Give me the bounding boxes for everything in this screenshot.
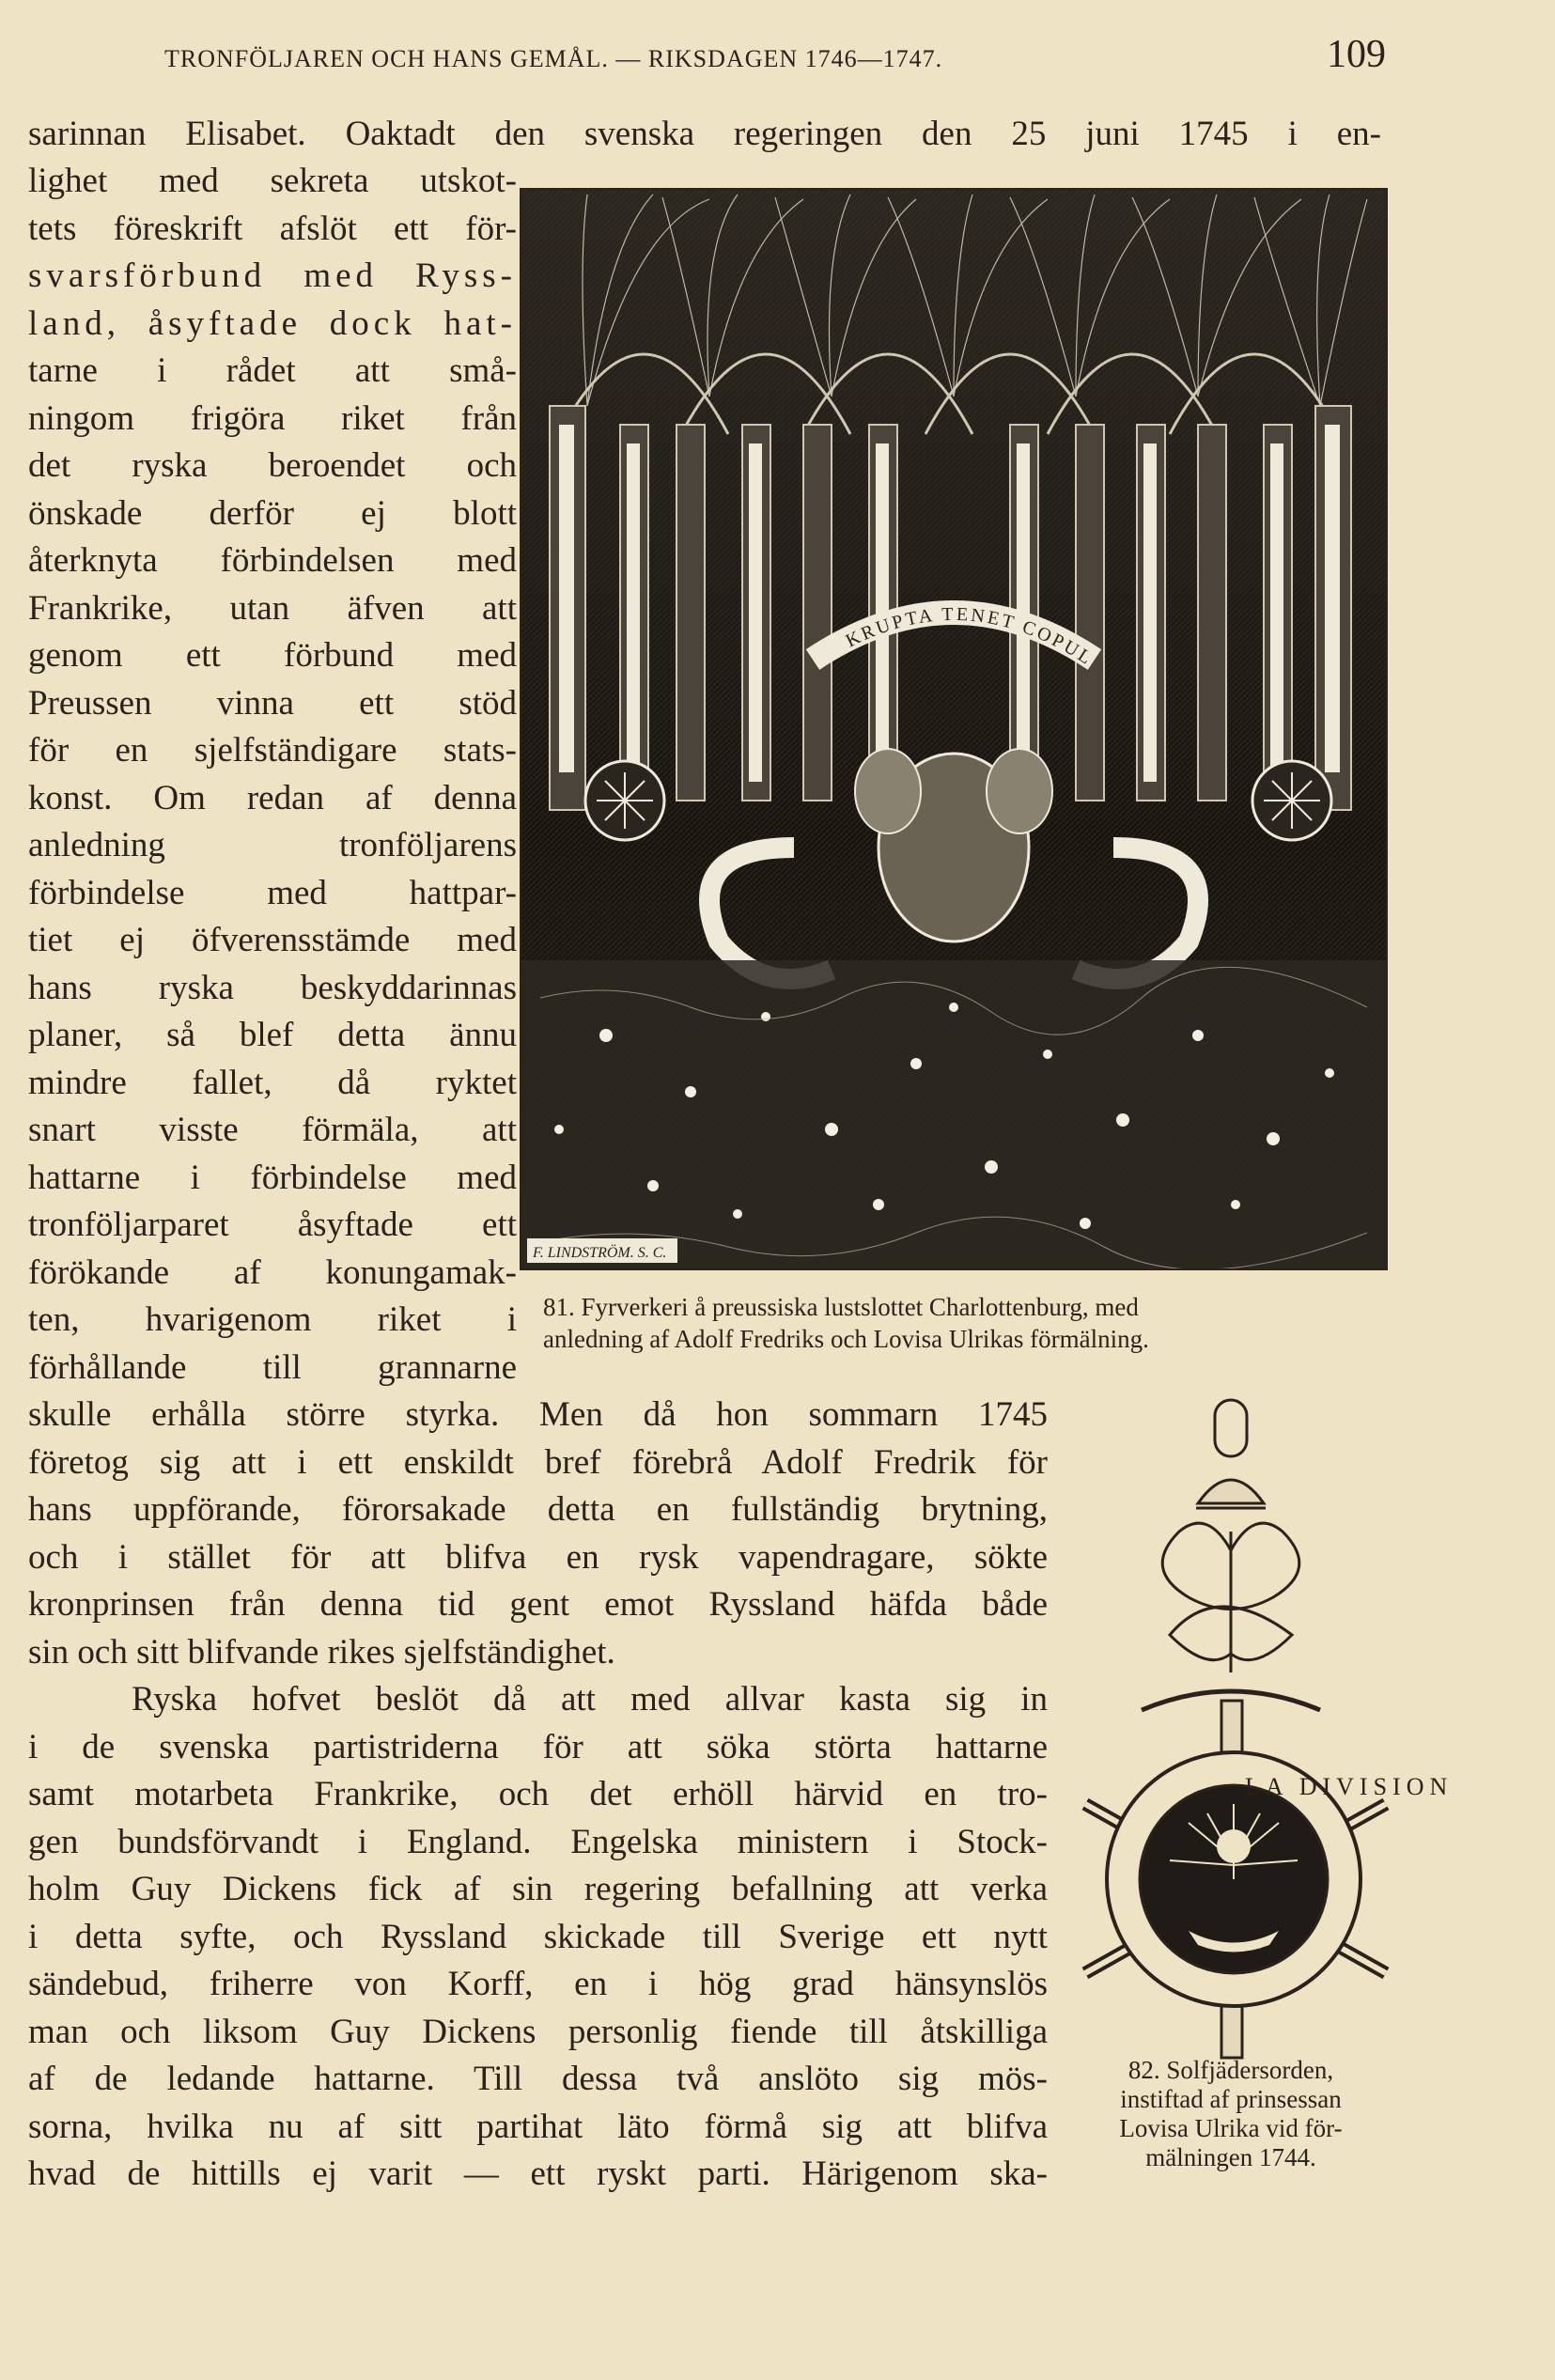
banner-motto: KRUPTA TENET COPUL: [842, 603, 1097, 671]
text-line: svarsförbund med Ryss-: [28, 257, 517, 295]
text-line: skulle erhålla större styrka. Men då hon sommarn 1745: [28, 1395, 1048, 1434]
text-line: återknyta förbindelsen med: [28, 541, 517, 580]
caption-line: instiftad af prinsessan: [1120, 2085, 1342, 2113]
text-line: planer, så blef detta ännu: [28, 1016, 517, 1054]
figure-82-caption: [1071, 2056, 1391, 2172]
text-line: sändebud, friherre von Korff, en i hög grad hänsynslös: [28, 1965, 1048, 2003]
text-line: hvad de hittills ej varit — ett ryskt parti. Härigenom ska-: [28, 2154, 1048, 2193]
text-line: sarinnan Elisabet. Oaktadt den svenska regeringen den 25 juni 1745 i en-: [28, 115, 1381, 153]
text-line: förbindelse med hattpar-: [28, 873, 517, 912]
text-line: kronprinsen från denna tid gent emot Ryssland häfda både: [28, 1585, 1048, 1624]
text-line: genom ett förbund med: [28, 636, 517, 675]
text-line: önskade derför ej blott: [28, 493, 517, 533]
text-line: tets föreskrift afslöt ett för-: [28, 209, 517, 248]
caption-line: 81. Fyrverkeri å preussiska lustslottet Charlottenburg, med: [543, 1293, 1139, 1321]
text-line: hattarne i förbindelse med: [28, 1158, 517, 1197]
caption-line: anledning af Adolf Fredriks och Lovisa Ulrikas förmälning.: [543, 1325, 1149, 1353]
text-line: hans uppförande, förorsakade detta en fullständig brytning,: [28, 1490, 1048, 1529]
text-line: det ryska beroendet och: [28, 446, 517, 485]
text-line: sin och sitt blifvande rikes sjelfständighet.: [28, 1632, 615, 1672]
body-text-top: [28, 111, 1391, 159]
text-line: mindre fallet, då ryktet: [28, 1063, 517, 1102]
text-line: förhållande till grannarne: [28, 1347, 517, 1387]
fireworks-illustration: [520, 188, 1388, 1270]
text-line: och i stället för att blifva en rysk vapendragare, sökte: [28, 1537, 1048, 1577]
text-line: Ryska hofvet beslöt då att med allvar kasta sig in: [132, 1680, 1048, 1719]
text-line: sorna, hvilka nu af sitt partihat läto förmå sig att blifva: [28, 2107, 1048, 2146]
text-line: snart visste förmäla, att: [28, 1111, 517, 1149]
running-title: TRONFÖLJAREN OCH HANS GEMÅL. — RIKSDAGEN 1746—1747.: [164, 45, 943, 72]
text-line: i de svenska partistriderna för att söka störta hattarne: [28, 1727, 1048, 1766]
text-line: af de ledande hattarne. Till dessa två anslöto sig mös-: [28, 2060, 1048, 2098]
text-line: i detta syfte, och Ryssland skickade till Sverige ett nytt: [28, 1917, 1048, 1956]
text-line: Preussen vinna ett stöd: [28, 683, 517, 723]
text-line: konst. Om redan af denna: [28, 778, 517, 817]
text-line: tiet ej öfverensstämde med: [28, 921, 517, 959]
text-line: ten, hvarigenom riket i: [28, 1300, 517, 1339]
text-line: lighet med sekreta utskot-: [28, 162, 517, 200]
text-line: tronföljarparet åsyftade ett: [28, 1206, 517, 1244]
figure-81-caption: [543, 1291, 1370, 1355]
text-line: anledning tronföljarens: [28, 826, 517, 864]
caption-line: 82. Solfjädersorden,: [1127, 2056, 1334, 2084]
engraver-signature: F. LINDSTRÖM. S. C.: [533, 1245, 667, 1261]
page-header: [0, 19, 1555, 94]
page-number: 109: [1327, 33, 1386, 76]
text-line: förökande af konungamak-: [28, 1252, 517, 1292]
text-line: företog sig att i ett enskildt bref förebrå Adolf Fredrik för: [28, 1442, 1048, 1482]
order-insignia-illustration: [1066, 1391, 1454, 2067]
text-line: samt motarbeta Frankrike, och det erhöll härvid en tro-: [28, 1775, 1048, 1813]
text-line: gen bundsförvandt i England. Engelska ministern i Stock-: [28, 1822, 1048, 1861]
text-line: Frankrike, utan äfven att: [28, 588, 517, 628]
caption-line: Lovisa Ulrika vid för-: [1119, 2114, 1343, 2142]
text-line: hans ryska beskyddarinnas: [28, 968, 517, 1007]
caption-line: mälningen 1744.: [1145, 2143, 1316, 2171]
text-line: ningom frigöra riket från: [28, 398, 517, 438]
text-line: för en sjelfständigare stats-: [28, 731, 517, 770]
text-line: man och liksom Guy Dickens personlig fiende till åtskilliga: [28, 2012, 1048, 2051]
text-line: tarne i rådet att små-: [28, 351, 517, 390]
insignia-motto: LA DIVISION: [1245, 1773, 1454, 1800]
text-line: holm Guy Dickens fick af sin regering befallning att verka: [28, 1870, 1048, 1908]
text-line: land, åsyftade dock hat-: [28, 303, 517, 343]
